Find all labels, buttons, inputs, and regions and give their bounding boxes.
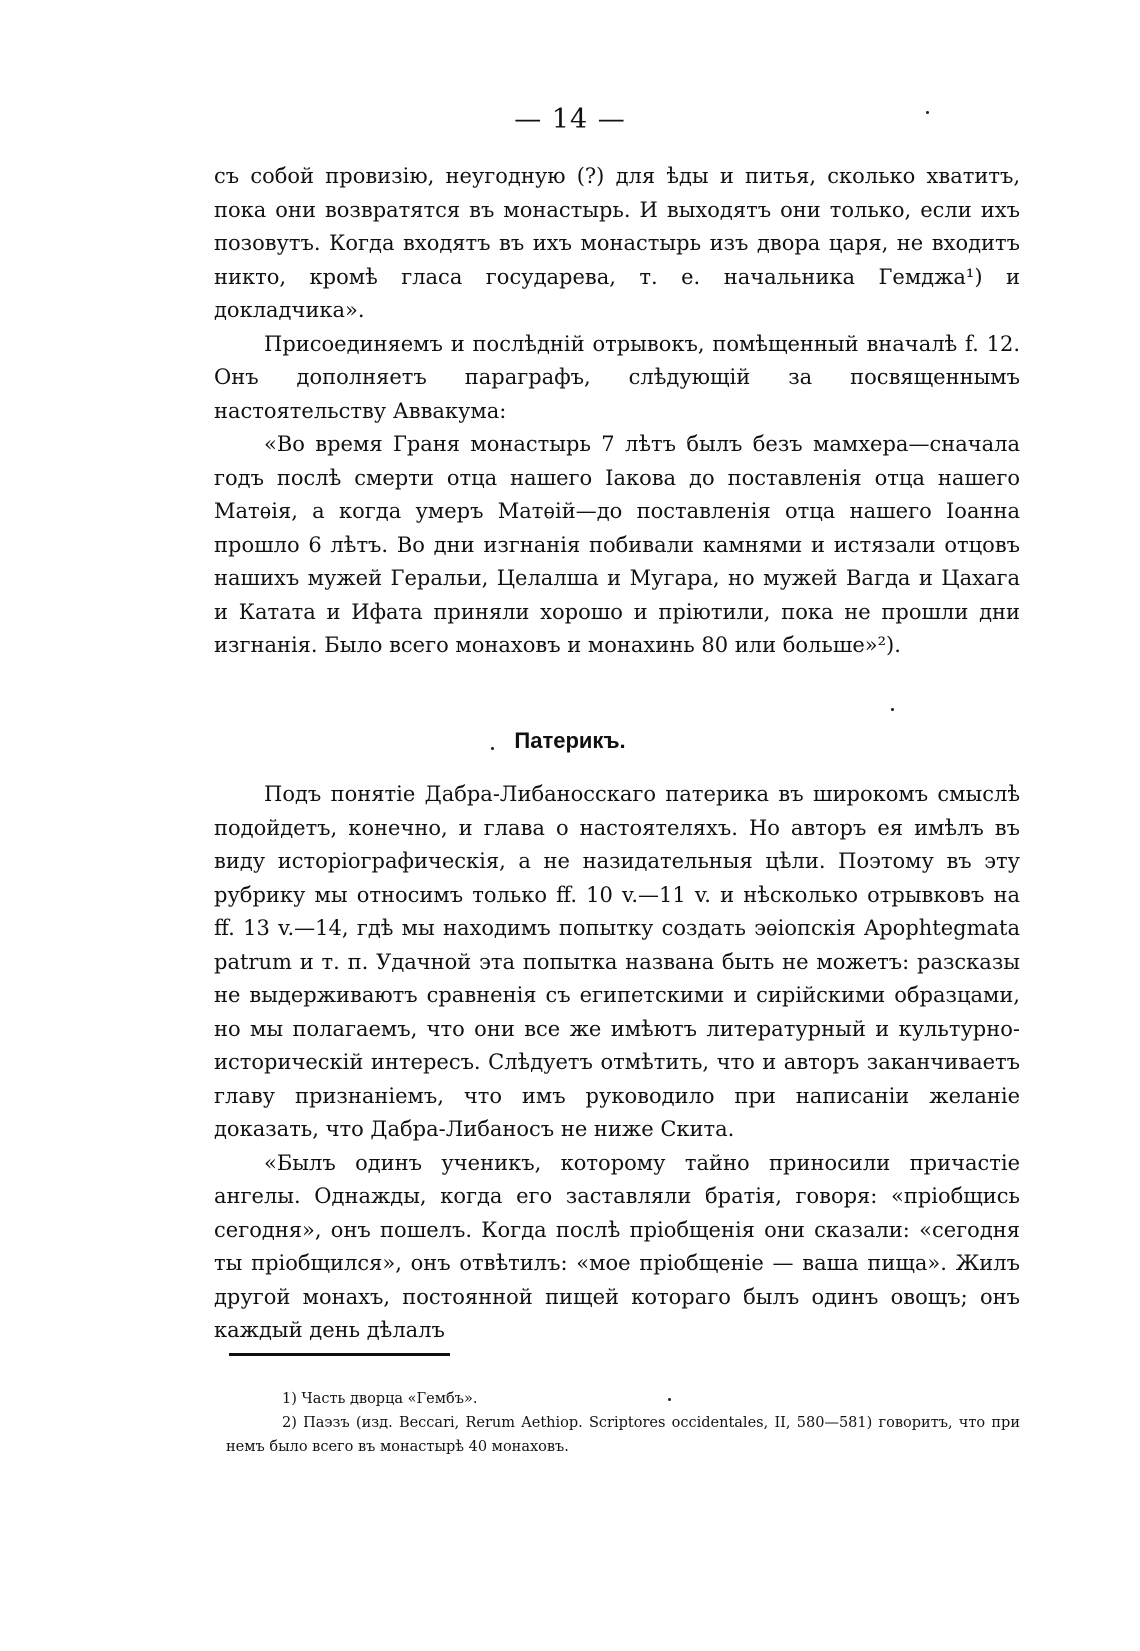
- page-number: — 14 —: [514, 104, 626, 135]
- print-speck: [668, 1398, 671, 1401]
- print-speck: [891, 708, 894, 711]
- intro-paragraph: Присоединяемъ и послѣдній отрывокъ, помѣщенный вначалѣ f. 12. Онъ дополняетъ параграфъ, слѣдующій за посвященнымъ настоятельству Аввакума:: [214, 331, 1020, 423]
- footnote-2: 2) Паэзъ (изд. Beccari, Rerum Aethiop. Scriptores occidentales, II, 580—581) говоритъ, что при немъ было всего въ монастырѣ 40 монаховъ.: [226, 1415, 1020, 1455]
- patericon-paragraph-1: Подъ понятіе Дабра-Либаносскаго патерика въ широкомъ смыслѣ подойдетъ, конечно, и глава о настоятеляхъ. Но авторъ ея имѣлъ въ виду исторіографическія, а не назидательныя цѣли. Поэтому въ эту рубрику мы относимъ только ff. 10 v.—11 v. и нѣсколько отрывковъ на ff. 13 v.—14, гдѣ мы находимъ попытку создать эѳіопскія Apophtegmata patrum и т. п. Удачной эта попытка названа быть не можетъ: разсказы не выдерживаютъ сравненія съ египетскими и сирійскими образцами, но мы полагаемъ, что они все же имѣютъ литературный и культурно-историческій интересъ. Слѣдуетъ отмѣтить, что и авторъ заканчиваетъ главу признаніемъ, что имъ руководило при написаніи желаніе доказать, что Дабра-Либаносъ не ниже Скита.: [214, 782, 1020, 1141]
- quote-paragraph: «Во время Граня монастырь 7 лѣтъ былъ безъ мамхера—сначала годъ послѣ смерти отца нашего Іакова до поставленія отца нашего Матѳія, а когда умеръ Матѳій—до поставленія отца нашего Іоанна прошло 6 лѣтъ. Во дни изгнанія побивали камнями и истязали отцовъ нашихъ мужей Геральи, Целалша и Мугара, но мужей Вагда и Цахага и Катата и Ифата приняли хорошо и пріютили, пока не прошли дни изгнанія. Было всего монаховъ и монахинь 80 или больше»²).: [214, 432, 1020, 657]
- footnote-divider: [229, 1353, 450, 1356]
- print-speck: [491, 747, 494, 750]
- continuation-paragraph: съ собой провизію, неугодную (?) для ѣды и питья, сколько хватитъ, пока они возвратятся въ монастырь. И выходятъ они только, если ихъ позовутъ. Когда входятъ въ ихъ монастырь изъ двора царя, не входитъ никто, кромѣ гласа государева, т. е. начальника Гемджа¹) и докладчика».: [214, 164, 1020, 322]
- patericon-text-block: [214, 778, 1020, 1348]
- footnote-1: 1) Часть дворца «Гембъ».: [282, 1391, 478, 1407]
- footnotes: [226, 1387, 1020, 1459]
- print-speck: [926, 111, 929, 114]
- top-text-block: [214, 160, 1020, 663]
- patericon-paragraph-2: «Былъ одинъ ученикъ, которому тайно приносили причастіе ангелы. Однажды, когда его заставляли братія, говоря: «пріобщись сегодня», онъ пошелъ. Когда послѣ пріобщенія они сказали: «сегодня ты пріобщился», онъ отвѣтилъ: «мое пріобщеніе — ваша пища». Жилъ другой монахъ, постоянной пищей котораго былъ одинъ овощъ; онъ каждый день дѣлалъ: [214, 1150, 1020, 1342]
- section-heading: Патерикъ.: [514, 728, 626, 753]
